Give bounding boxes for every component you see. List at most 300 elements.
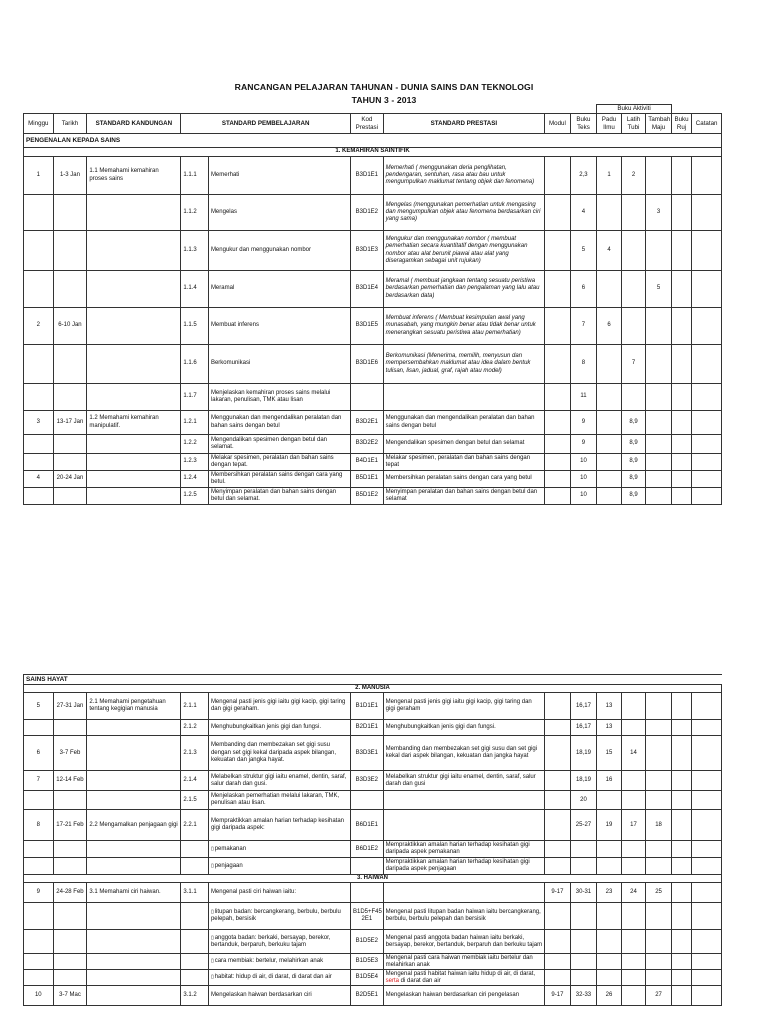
standard-kandungan-cell xyxy=(87,791,181,810)
section-haiwan: 3. HAIWAN xyxy=(24,875,722,883)
standard-pembelajaran-cell xyxy=(208,903,350,930)
padu-ilmu-cell xyxy=(597,384,622,411)
standard-kandungan-cell xyxy=(87,858,181,875)
table-row xyxy=(24,841,722,858)
buku-teks-cell xyxy=(570,954,597,970)
standard-pembelajaran-cell: Menjelaskan pemerhatian melalui lakaran, TMK, penulisan atau lisan. xyxy=(208,791,350,810)
padu-ilmu-cell: 26 xyxy=(597,986,622,1006)
date-cell: 1-3 Jan xyxy=(53,157,87,195)
sp-number-cell: 2.1.1 xyxy=(181,693,209,720)
tambah-maju-cell xyxy=(646,771,672,791)
latih-tubi-cell: 7 xyxy=(621,345,646,384)
tambah-maju-cell xyxy=(646,841,672,858)
modul-cell xyxy=(545,231,571,271)
standard-pembelajaran-cell: Mengelas xyxy=(208,195,350,231)
standard-kandungan-cell xyxy=(87,736,181,771)
section-pengenalan: PENGENALAN KEPADA SAINS xyxy=(24,134,722,148)
tambah-maju-cell xyxy=(646,488,672,505)
sp-number-cell xyxy=(181,954,209,970)
date-cell: 3-7 Feb xyxy=(53,736,87,771)
standard-pembelajaran-cell: Menggunakan dan mengendalikan peralatan dan bahan sains dengan betul xyxy=(208,411,350,435)
modul-cell xyxy=(545,308,571,345)
standard-pembelajaran-cell xyxy=(208,970,350,986)
kod-prestasi-cell: B5D1E2 xyxy=(350,488,383,505)
kod-prestasi-cell: B3D1E4 xyxy=(350,271,383,308)
catatan-cell xyxy=(692,841,722,858)
latih-tubi-cell xyxy=(621,858,646,875)
table-row xyxy=(24,345,722,384)
sp-number-cell: 1.2.1 xyxy=(181,411,209,435)
buku-teks-cell: 20 xyxy=(570,791,597,810)
catatan-cell xyxy=(692,411,722,435)
standard-prestasi-cell: Meramal ( membuat jangkaan tentang sesuatu peristiwa berdasarkan pemerhatian dan pengalaman yang lalu atau berdasarkan data) xyxy=(383,271,544,308)
standard-pembelajaran-cell xyxy=(208,858,350,875)
sp-number-cell: 1.1.4 xyxy=(181,271,209,308)
latih-tubi-cell xyxy=(621,771,646,791)
latih-tubi-cell: 2 xyxy=(621,157,646,195)
latih-tubi-cell xyxy=(621,271,646,308)
buku-teks-cell: 16,17 xyxy=(570,693,597,720)
date-cell: 20-24 Jan xyxy=(53,471,87,488)
standard-kandungan-cell xyxy=(87,231,181,271)
modul-cell xyxy=(545,930,571,954)
header-standard-prestasi: STANDARD PRESTASI xyxy=(383,114,544,134)
week-cell: 10 xyxy=(24,986,54,1006)
catatan-cell xyxy=(692,195,722,231)
date-cell xyxy=(53,720,87,736)
standard-kandungan-cell xyxy=(87,195,181,231)
standard-kandungan-cell xyxy=(87,384,181,411)
tambah-maju-cell: 27 xyxy=(646,986,672,1006)
week-cell xyxy=(24,954,54,970)
date-cell: 24-28 Feb xyxy=(53,883,87,903)
standard-pembelajaran-cell: Meramal xyxy=(208,271,350,308)
standard-pembelajaran-cell: Mengenal pasti ciri haiwan iaitu: xyxy=(208,883,350,903)
buku-ruj-cell xyxy=(671,903,691,930)
sp-number-cell: 1.2.5 xyxy=(181,488,209,505)
section-manusia: 2. MANUSIA xyxy=(24,685,722,693)
tambah-maju-cell xyxy=(646,970,672,986)
kod-prestasi-cell: B3D2E1 xyxy=(350,411,383,435)
date-cell xyxy=(53,488,87,505)
kod-prestasi-cell: B2D5E1 xyxy=(350,986,383,1006)
standard-prestasi-cell: Berkomunikasi (Menerima, memilih, menyusun dan mempersembahkan maklumat atau idea dalam bentuk tulisan, lisan, jadual, graf, rajah atau model) xyxy=(383,345,544,384)
latih-tubi-cell: 14 xyxy=(621,736,646,771)
standard-pembelajaran-cell: Membersihkan peralatan sains dengan cara yang betul. xyxy=(208,471,350,488)
catatan-cell xyxy=(692,435,722,454)
catatan-cell xyxy=(692,471,722,488)
latih-tubi-cell: 24 xyxy=(621,883,646,903)
buku-teks-cell: 18,19 xyxy=(570,771,597,791)
kod-prestasi-cell: B1D5E4 xyxy=(350,970,383,986)
standard-prestasi-cell: Menyimpan peralatan dan bahan sains dengan betul dan selamat xyxy=(383,488,544,505)
padu-ilmu-cell xyxy=(597,954,622,970)
date-cell: 6-10 Jan xyxy=(53,308,87,345)
standard-prestasi-cell: Mengenal pasti cara haiwan membiak iaitu bertelur dan melahirkan anak xyxy=(383,954,544,970)
buku-ruj-cell xyxy=(671,157,691,195)
buku-teks-cell: 18,19 xyxy=(570,736,597,771)
standard-pembelajaran-cell xyxy=(208,841,350,858)
modul-cell: 9-17 xyxy=(545,986,571,1006)
prestasi-text: di darat dan air xyxy=(399,977,441,984)
buku-ruj-cell xyxy=(671,954,691,970)
latih-tubi-cell: 8,9 xyxy=(621,454,646,471)
catatan-cell xyxy=(692,883,722,903)
standard-kandungan-cell xyxy=(87,471,181,488)
buku-ruj-cell xyxy=(671,384,691,411)
buku-ruj-cell xyxy=(671,986,691,1006)
latih-tubi-cell xyxy=(621,720,646,736)
standard-kandungan-cell xyxy=(87,308,181,345)
sp-number-cell: 3.1.2 xyxy=(181,986,209,1006)
latih-tubi-cell xyxy=(621,841,646,858)
date-cell xyxy=(53,435,87,454)
modul-cell xyxy=(545,970,571,986)
padu-ilmu-cell xyxy=(597,411,622,435)
sp-number-cell: 1.1.3 xyxy=(181,231,209,271)
week-cell xyxy=(24,930,54,954)
catatan-cell xyxy=(692,791,722,810)
buku-teks-cell: 2,3 xyxy=(570,157,597,195)
padu-ilmu-cell: 15 xyxy=(597,736,622,771)
table-row xyxy=(24,771,722,791)
date-cell xyxy=(53,970,87,986)
standard-pembelajaran-cell: Menghubungkaitkan jenis gigi dan fungsi. xyxy=(208,720,350,736)
modul-cell xyxy=(545,903,571,930)
date-cell: 3-7 Mac xyxy=(53,986,87,1006)
buku-teks-cell: 10 xyxy=(570,471,597,488)
buku-ruj-cell xyxy=(671,195,691,231)
standard-kandungan-cell xyxy=(87,930,181,954)
kod-prestasi-cell: B3D1E1 xyxy=(350,157,383,195)
sp-number-cell: 3.1.1 xyxy=(181,883,209,903)
buku-ruj-cell xyxy=(671,970,691,986)
standard-kandungan-cell: 2.1 Memahami pengetahuan tentang kegigian manusia xyxy=(87,693,181,720)
padu-ilmu-cell xyxy=(597,903,622,930)
week-cell xyxy=(24,791,54,810)
latih-tubi-cell: 8,9 xyxy=(621,471,646,488)
modul-cell xyxy=(545,411,571,435)
latih-tubi-cell xyxy=(621,986,646,1006)
bullet-item: ▯ pemakanan xyxy=(211,846,246,852)
kod-prestasi-cell: B1D5E2 xyxy=(350,930,383,954)
table-row xyxy=(24,970,722,986)
standard-prestasi-cell: Mengenal pasti anggota badan haiwan iaitu berkaki, bersayap, berekor, bertanduk, berparuh dan berkuku tajam xyxy=(383,930,544,954)
buku-teks-cell xyxy=(570,903,597,930)
latih-tubi-cell xyxy=(621,903,646,930)
padu-ilmu-cell xyxy=(597,271,622,308)
table-row xyxy=(24,157,722,195)
standard-pembelajaran-cell: Melabelkan struktur gigi iaitu enamel, dentin, saraf, salur darah dan gusi. xyxy=(208,771,350,791)
catatan-cell xyxy=(692,720,722,736)
document-title: RANCANGAN PELAJARAN TAHUNAN - DUNIA SAINS DAN TEKNOLOGI xyxy=(234,82,534,92)
modul-cell xyxy=(545,454,571,471)
week-cell xyxy=(24,841,54,858)
table-row xyxy=(24,903,722,930)
standard-prestasi-cell: Menggunakan dan mengendalikan peralatan dan bahan sains dengan betul xyxy=(383,411,544,435)
latih-tubi-cell xyxy=(621,308,646,345)
date-cell: 12-14 Feb xyxy=(53,771,87,791)
catatan-cell xyxy=(692,954,722,970)
table-row xyxy=(24,435,722,454)
date-cell xyxy=(53,345,87,384)
bullet-item: ▯ cara membiak: bertelur, melahirkan anak xyxy=(211,958,323,964)
modul-cell: 9-17 xyxy=(545,883,571,903)
week-cell xyxy=(24,435,54,454)
tambah-maju-cell: 3 xyxy=(646,195,672,231)
tambah-maju-cell xyxy=(646,791,672,810)
table-row xyxy=(24,736,722,771)
latih-tubi-cell xyxy=(621,930,646,954)
table-row xyxy=(24,791,722,810)
buku-teks-cell: 6 xyxy=(570,271,597,308)
date-cell: 17-21 Feb xyxy=(53,810,87,841)
buku-teks-cell: 9 xyxy=(570,435,597,454)
standard-kandungan-cell xyxy=(87,771,181,791)
table-row xyxy=(24,720,722,736)
standard-prestasi-cell xyxy=(383,384,544,411)
kod-prestasi-cell: B3D2E2 xyxy=(350,435,383,454)
buku-teks-cell xyxy=(570,930,597,954)
tambah-maju-cell xyxy=(646,454,672,471)
week-cell: 8 xyxy=(24,810,54,841)
header-catatan: Catatan xyxy=(692,114,722,134)
kod-prestasi-cell: B4D1E1 xyxy=(350,454,383,471)
modul-cell xyxy=(545,954,571,970)
week-cell xyxy=(24,720,54,736)
standard-prestasi-cell: Mengenal pasti jenis gigi iaitu gigi kacip, gigi taring dan gigi geraham xyxy=(383,693,544,720)
modul-cell xyxy=(545,435,571,454)
date-cell xyxy=(53,271,87,308)
modul-cell xyxy=(545,384,571,411)
standard-prestasi-cell: Mengukur dan menggunakan nombor ( membuat pemerhatian secara kuantitatif dengan menggunakan nombor atau alat berunit piawai atau alat yang diseragamkan sebagai unit rujukan) xyxy=(383,231,544,271)
kod-prestasi-cell xyxy=(350,791,383,810)
standard-pembelajaran-cell: Memerhati xyxy=(208,157,350,195)
standard-kandungan-cell: 2.2 Mengamalkan penjagaan gigi xyxy=(87,810,181,841)
sp-number-cell xyxy=(181,841,209,858)
table-row xyxy=(24,858,722,875)
standard-kandungan-cell xyxy=(87,841,181,858)
header-latih-tubi: Latih Tubi xyxy=(621,114,646,134)
modul-cell xyxy=(545,841,571,858)
latih-tubi-cell: 8,9 xyxy=(621,411,646,435)
buku-teks-cell: 9 xyxy=(570,411,597,435)
buku-ruj-cell xyxy=(671,841,691,858)
date-cell xyxy=(53,841,87,858)
header-buku-teks: Buku Teks xyxy=(570,114,597,134)
padu-ilmu-cell xyxy=(597,454,622,471)
latih-tubi-cell xyxy=(621,693,646,720)
week-cell xyxy=(24,970,54,986)
tambah-maju-cell: 18 xyxy=(646,810,672,841)
sp-number-cell xyxy=(181,970,209,986)
buku-ruj-cell xyxy=(671,883,691,903)
table-row xyxy=(24,271,722,308)
sp-number-cell: 1.1.2 xyxy=(181,195,209,231)
standard-pembelajaran-cell: Membanding dan membezakan set gigi susu dengan set gigi kekal daripada aspek bilangan, kekuatan dan jangka hayat. xyxy=(208,736,350,771)
kod-prestasi-cell: B3D3E1 xyxy=(350,736,383,771)
standard-kandungan-cell xyxy=(87,720,181,736)
date-cell: 27-31 Jan xyxy=(53,693,87,720)
buku-teks-cell: 5 xyxy=(570,231,597,271)
standard-pembelajaran-cell xyxy=(208,954,350,970)
padu-ilmu-cell xyxy=(597,488,622,505)
kod-prestasi-cell: B6D1E2 xyxy=(350,841,383,858)
standard-pembelajaran-cell: Membuat inferens xyxy=(208,308,350,345)
kod-prestasi-cell: B2D1E1 xyxy=(350,720,383,736)
modul-cell xyxy=(545,271,571,308)
latih-tubi-cell xyxy=(621,231,646,271)
table-row xyxy=(24,195,722,231)
lesson-plan-table-2 xyxy=(23,674,722,1006)
catatan-cell xyxy=(692,384,722,411)
catatan-cell xyxy=(692,345,722,384)
week-cell xyxy=(24,858,54,875)
table-row xyxy=(24,231,722,271)
catatan-cell xyxy=(692,930,722,954)
modul-cell xyxy=(545,195,571,231)
sp-number-cell: 2.1.3 xyxy=(181,736,209,771)
buku-ruj-cell xyxy=(671,930,691,954)
modul-cell xyxy=(545,720,571,736)
header-minggu: Minggu xyxy=(24,114,54,134)
tambah-maju-cell xyxy=(646,231,672,271)
sp-number-cell: 2.1.2 xyxy=(181,720,209,736)
catatan-cell xyxy=(692,693,722,720)
week-cell xyxy=(24,454,54,471)
buku-ruj-cell xyxy=(671,345,691,384)
week-cell xyxy=(24,384,54,411)
header-kod-prestasi: Kod Prestasi xyxy=(350,114,383,134)
header-tarikh: Tarikh xyxy=(53,114,87,134)
latih-tubi-cell xyxy=(621,384,646,411)
standard-kandungan-cell xyxy=(87,970,181,986)
standard-kandungan-cell xyxy=(87,435,181,454)
kod-prestasi-cell: B3D1E3 xyxy=(350,231,383,271)
sp-number-cell xyxy=(181,930,209,954)
buku-teks-cell: 10 xyxy=(570,488,597,505)
week-cell: 6 xyxy=(24,736,54,771)
standard-pembelajaran-cell: Menjelaskan kemahiran proses sains melalui lakaran, penulisan, TMK atau lisan xyxy=(208,384,350,411)
date-cell xyxy=(53,454,87,471)
catatan-cell xyxy=(692,970,722,986)
table-row xyxy=(24,471,722,488)
modul-cell xyxy=(545,858,571,875)
standard-kandungan-cell: 1.2 Memahami kemahiran manipulatif. xyxy=(87,411,181,435)
latih-tubi-cell xyxy=(621,954,646,970)
padu-ilmu-cell: 1 xyxy=(597,157,622,195)
header-modul: Modul xyxy=(545,114,571,134)
buku-teks-cell: 16,17 xyxy=(570,720,597,736)
latih-tubi-cell: 17 xyxy=(621,810,646,841)
buku-teks-cell xyxy=(570,841,597,858)
tambah-maju-cell: 25 xyxy=(646,883,672,903)
week-cell: 5 xyxy=(24,693,54,720)
table-row xyxy=(24,308,722,345)
standard-prestasi-cell: Mempraktikkan amalan harian terhadap kesihatan gigi daripada aspek pemakanan xyxy=(383,841,544,858)
bullet-item: ▯ penjagaan xyxy=(211,863,243,869)
buku-teks-cell: 32-33 xyxy=(570,986,597,1006)
catatan-cell xyxy=(692,157,722,195)
padu-ilmu-cell xyxy=(597,930,622,954)
padu-ilmu-cell xyxy=(597,841,622,858)
kod-prestasi-cell xyxy=(350,883,383,903)
catatan-cell xyxy=(692,736,722,771)
tambah-maju-cell xyxy=(646,720,672,736)
table-row xyxy=(24,986,722,1006)
buku-teks-cell: 4 xyxy=(570,195,597,231)
standard-kandungan-cell xyxy=(87,488,181,505)
catatan-cell xyxy=(692,454,722,471)
kod-prestasi-cell: B1D5+F45 2E1 xyxy=(350,903,383,930)
kod-prestasi-cell: B6D1E1 xyxy=(350,810,383,841)
latih-tubi-cell xyxy=(621,791,646,810)
tambah-maju-cell xyxy=(646,308,672,345)
highlighted-word: serta xyxy=(385,977,400,984)
catatan-cell xyxy=(692,903,722,930)
tambah-maju-cell xyxy=(646,954,672,970)
prestasi-text: Mengenal pasti habitat haiwan iaitu hidup di air, di darat, xyxy=(385,970,536,977)
table-row xyxy=(24,384,722,411)
modul-cell xyxy=(545,471,571,488)
standard-prestasi-cell xyxy=(383,970,544,986)
week-cell xyxy=(24,903,54,930)
standard-kandungan-cell xyxy=(87,986,181,1006)
tambah-maju-cell xyxy=(646,693,672,720)
week-cell xyxy=(24,231,54,271)
tambah-maju-cell xyxy=(646,384,672,411)
header-buku-aktiviti: Buku Aktiviti xyxy=(597,105,672,114)
standard-pembelajaran-cell: Mengukur dan menggunakan nombor xyxy=(208,231,350,271)
date-cell xyxy=(53,384,87,411)
week-cell xyxy=(24,195,54,231)
standard-prestasi-cell: Mempraktikkan amalan harian terhadap kesihatan gigi daripada aspek penjagaan xyxy=(383,858,544,875)
catatan-cell xyxy=(692,271,722,308)
section-sains-hayat: SAINS HAYAT xyxy=(24,675,722,685)
tambah-maju-cell xyxy=(646,411,672,435)
standard-kandungan-cell xyxy=(87,454,181,471)
header-tambah-maju: Tambah Maju xyxy=(646,114,672,134)
sp-number-cell xyxy=(181,858,209,875)
standard-prestasi-cell: Melabelkan struktur gigi iaitu enamel, dentin, saraf, salur darah dan gusi xyxy=(383,771,544,791)
modul-cell xyxy=(545,791,571,810)
tambah-maju-cell xyxy=(646,471,672,488)
sp-number-cell: 1.1.5 xyxy=(181,308,209,345)
week-cell xyxy=(24,271,54,308)
tambah-maju-cell xyxy=(646,930,672,954)
week-cell: 9 xyxy=(24,883,54,903)
kod-prestasi-cell: B3D1E6 xyxy=(350,345,383,384)
buku-ruj-cell xyxy=(671,736,691,771)
padu-ilmu-cell: 13 xyxy=(597,693,622,720)
catatan-cell xyxy=(692,858,722,875)
buku-ruj-cell xyxy=(671,271,691,308)
tambah-maju-cell xyxy=(646,736,672,771)
buku-ruj-cell xyxy=(671,771,691,791)
tambah-maju-cell xyxy=(646,157,672,195)
latih-tubi-cell: 8,9 xyxy=(621,435,646,454)
modul-cell xyxy=(545,157,571,195)
standard-prestasi-cell xyxy=(383,810,544,841)
sp-number-cell: 1.1.7 xyxy=(181,384,209,411)
buku-ruj-cell xyxy=(671,858,691,875)
kod-prestasi-cell: B5D1E1 xyxy=(350,471,383,488)
standard-prestasi-cell: Membuat inferens ( Membuat kesimpulan awal yang munasabah, yang mungkin benar atau tidak benar untuk menerangkan sesuatu peristiwa atau pemerhatian) xyxy=(383,308,544,345)
padu-ilmu-cell xyxy=(597,345,622,384)
kod-prestasi-cell: B1D5E3 xyxy=(350,954,383,970)
standard-prestasi-cell: Membersihkan peralatan sains dengan cara yang betul xyxy=(383,471,544,488)
standard-pembelajaran-cell: Mengendalikan spesimen dengan betul dan selamat. xyxy=(208,435,350,454)
